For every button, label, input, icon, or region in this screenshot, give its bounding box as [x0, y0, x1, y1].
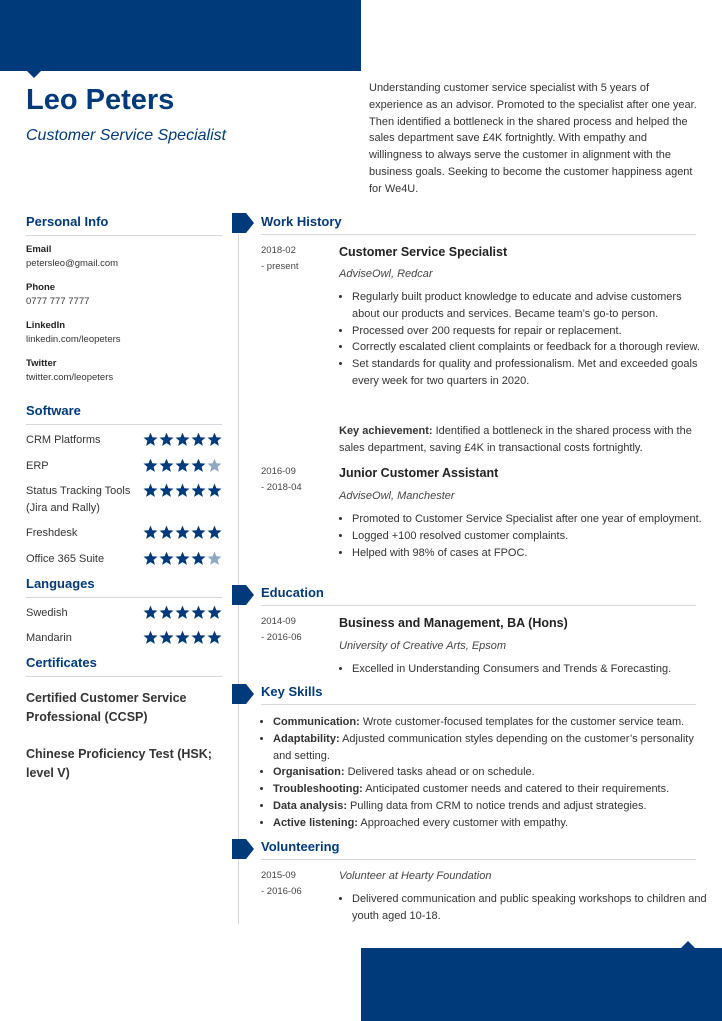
section-divider [26, 424, 222, 425]
date-end: - 2016-06 [261, 631, 302, 643]
job-bullets [339, 511, 712, 561]
section-divider [261, 859, 696, 860]
star-filled-icon [159, 458, 174, 473]
date-start: 2015-09 [261, 870, 296, 881]
software-name: Status Tracking Tools (Jira and Rally) [26, 485, 131, 514]
contact-label: Twitter [26, 358, 57, 369]
job-dates [261, 243, 299, 274]
star-filled-icon [191, 432, 206, 447]
key-achievement-text: Identified a bottleneck in the shared process with the sales department, saving £4K in transactional costs fortnightly. [339, 425, 692, 454]
star-filled-icon [191, 525, 206, 540]
skill-item [273, 815, 711, 832]
software-name: ERP [26, 460, 49, 472]
star-filled-icon [143, 483, 158, 498]
key-skills-heading: Key Skills [261, 684, 323, 699]
contact-linkedin [26, 320, 222, 345]
section-divider [261, 704, 696, 705]
key-skills-list [261, 714, 711, 832]
star-empty-icon [207, 458, 222, 473]
job-dates [261, 464, 302, 495]
volunteering-heading: Volunteering [261, 839, 340, 854]
languages-list [26, 605, 222, 650]
candidate-title: Customer Service Specialist [26, 127, 227, 144]
software-list [26, 432, 222, 572]
rating-stars [143, 458, 222, 473]
skill-label: Data analysis: [273, 799, 347, 812]
job-bullets [339, 289, 712, 390]
star-filled-icon [143, 605, 158, 620]
star-filled-icon [175, 432, 190, 447]
contact-label: Email [26, 244, 52, 255]
star-filled-icon [159, 432, 174, 447]
star-filled-icon [159, 525, 174, 540]
section-flag-icon [232, 684, 254, 704]
skill-text: Approached every customer with empathy. [357, 816, 569, 829]
email-value[interactable]: petersleo@gmail.com [26, 258, 119, 269]
star-filled-icon [143, 458, 158, 473]
skill-label: Communication: [273, 716, 360, 728]
rating-stars [143, 432, 222, 447]
rating-stars [143, 630, 222, 645]
footer-banner [361, 948, 722, 1021]
software-name: CRM Platforms [26, 434, 101, 446]
work-history-heading: Work History [261, 214, 342, 229]
section-divider [26, 676, 222, 677]
volunteering-bullets [339, 891, 712, 925]
certificates-heading: Certificates [26, 655, 97, 670]
languages-heading: Languages [26, 576, 95, 591]
volunteering-bullet: • Delivered communication and public speaking workshops to children and youth aged 10-18. [352, 891, 712, 925]
star-empty-icon [207, 551, 222, 566]
skill-item [273, 798, 711, 815]
star-filled-icon [175, 458, 190, 473]
certificates-section [26, 655, 222, 677]
software-section [26, 403, 222, 425]
languages-section [26, 576, 222, 598]
star-filled-icon [159, 605, 174, 620]
star-filled-icon [175, 483, 190, 498]
section-divider [26, 597, 222, 598]
language-name: Swedish [26, 607, 68, 619]
skill-item [273, 731, 711, 765]
certificates-list [26, 689, 222, 809]
star-filled-icon [143, 525, 158, 540]
job-bullet: • Correctly escalated client complaints or feedback for a thorough review. [352, 339, 712, 356]
rating-stars [143, 525, 222, 540]
date-start: 2018-02 [261, 245, 296, 256]
key-achievement [339, 423, 699, 457]
header-banner-notch [27, 71, 41, 78]
profile-summary: Understanding customer service specialist with 5 years of experience as an advisor. Promoted to the specialist after one year. Then identified a bottleneck in the shared process and helped the sales department save £4K fortnightly. With empathy and willingness to always serve the customer in alignment with the business goals. Seeking to become the customer happiness agent for We4U. [369, 82, 697, 195]
phone-value[interactable]: 0777 777 7777 [26, 296, 90, 307]
software-name: Office 365 Suite [26, 553, 105, 565]
education-bullet: • Excelled in Understanding Consumers and Trends & Forecasting. [352, 661, 712, 678]
star-filled-icon [175, 551, 190, 566]
star-filled-icon [159, 483, 174, 498]
star-filled-icon [207, 432, 222, 447]
date-start: 2016-09 [261, 466, 296, 477]
software-heading: Software [26, 403, 81, 418]
job-employer: AdviseOwl, Manchester [339, 490, 455, 502]
job-bullet: • Set standards for quality and professionalism. Met and exceeded goals every week for two quarters in 2020. [352, 356, 712, 390]
skill-text: Wrote customer-focused templates for the customer service team. [359, 716, 685, 728]
section-flag-icon [232, 839, 254, 859]
software-name: Freshdesk [26, 527, 78, 539]
header-banner [0, 0, 361, 71]
degree-title: Business and Management, BA (Hons) [339, 616, 568, 630]
section-divider [26, 235, 222, 236]
contact-twitter [26, 358, 222, 383]
skill-item [273, 714, 711, 731]
star-filled-icon [191, 483, 206, 498]
personal-info-section [26, 214, 222, 236]
education-bullets [339, 661, 712, 678]
linkedin-value[interactable]: linkedin.com/leopeters [26, 334, 121, 345]
job-employer: AdviseOwl, Redcar [339, 268, 433, 280]
skill-text: Pulling data from CRM to notice trends and adjust strategies. [346, 799, 647, 812]
star-filled-icon [191, 630, 206, 645]
job-bullet: • Helped with 98% of cases at FPOC. [352, 545, 712, 562]
candidate-name: Leo Peters [26, 84, 175, 116]
star-filled-icon [191, 605, 206, 620]
skill-item [273, 764, 711, 781]
volunteer-role: Volunteer at Hearty Foundation [339, 870, 492, 882]
school-name: University of Creative Arts, Epsom [339, 640, 507, 652]
star-filled-icon [175, 525, 190, 540]
rating-stars [143, 605, 222, 620]
date-end: - 2016-06 [261, 885, 302, 897]
star-filled-icon [175, 605, 190, 620]
section-flag-icon [232, 213, 254, 233]
job-title: Junior Customer Assistant [339, 466, 499, 480]
contact-label: LinkedIn [26, 320, 66, 331]
contact-email [26, 244, 222, 269]
key-achievement-label: Key achievement: [339, 425, 433, 437]
job-bullet: • Regularly built product knowledge to educate and advise customers about our products and services. Became team’s go-to person. [352, 289, 712, 323]
skill-label: Organisation: [273, 766, 345, 779]
language-name: Mandarin [26, 632, 72, 644]
date-end: - present [261, 260, 299, 272]
star-filled-icon [143, 551, 158, 566]
star-filled-icon [159, 630, 174, 645]
education-heading: Education [261, 585, 324, 600]
skill-text: Anticipated customer needs and catered to their requirements. [362, 783, 670, 796]
star-filled-icon [143, 630, 158, 645]
personal-info-heading: Personal Info [26, 214, 109, 229]
section-flag-icon [232, 585, 254, 605]
star-filled-icon [159, 551, 174, 566]
twitter-value[interactable]: twitter.com/leopeters [26, 372, 114, 383]
star-filled-icon [191, 551, 206, 566]
job-title: Customer Service Specialist [339, 245, 508, 259]
skill-text: Adjusted communication styles depending on the customer’s personality and setting. [273, 732, 694, 762]
skill-label: Active listening: [273, 816, 358, 829]
star-filled-icon [207, 483, 222, 498]
star-filled-icon [175, 630, 190, 645]
skill-label: Troubleshooting: [273, 783, 363, 796]
volunteering-dates [261, 868, 302, 899]
job-bullet: • Logged +100 resolved customer complaints. [352, 528, 712, 545]
star-filled-icon [207, 630, 222, 645]
rating-stars [143, 551, 222, 566]
timeline-line [238, 234, 239, 924]
certificate-item: Certified Customer Service Professional (CCSP) [26, 691, 187, 724]
section-divider [261, 234, 696, 235]
job-bullet: • Processed over 200 requests for repair or replacement. [352, 323, 712, 340]
skill-text: Delivered tasks ahead or on schedule. [344, 766, 535, 779]
skill-item [273, 781, 711, 798]
education-dates [261, 614, 302, 645]
footer-banner-notch [681, 941, 695, 948]
rating-stars [143, 483, 222, 498]
star-filled-icon [143, 432, 158, 447]
star-filled-icon [207, 605, 222, 620]
contact-phone [26, 282, 222, 307]
date-end: - 2018-04 [261, 481, 302, 493]
skill-label: Adaptability: [273, 732, 340, 745]
certificate-item: Chinese Proficiency Test (HSK; level V) [26, 747, 212, 780]
star-filled-icon [207, 525, 222, 540]
section-divider [261, 605, 696, 606]
contact-label: Phone [26, 282, 56, 293]
date-start: 2014-09 [261, 616, 296, 627]
star-filled-icon [191, 458, 206, 473]
job-bullet: • Promoted to Customer Service Specialist after one year of employment. [352, 511, 712, 528]
